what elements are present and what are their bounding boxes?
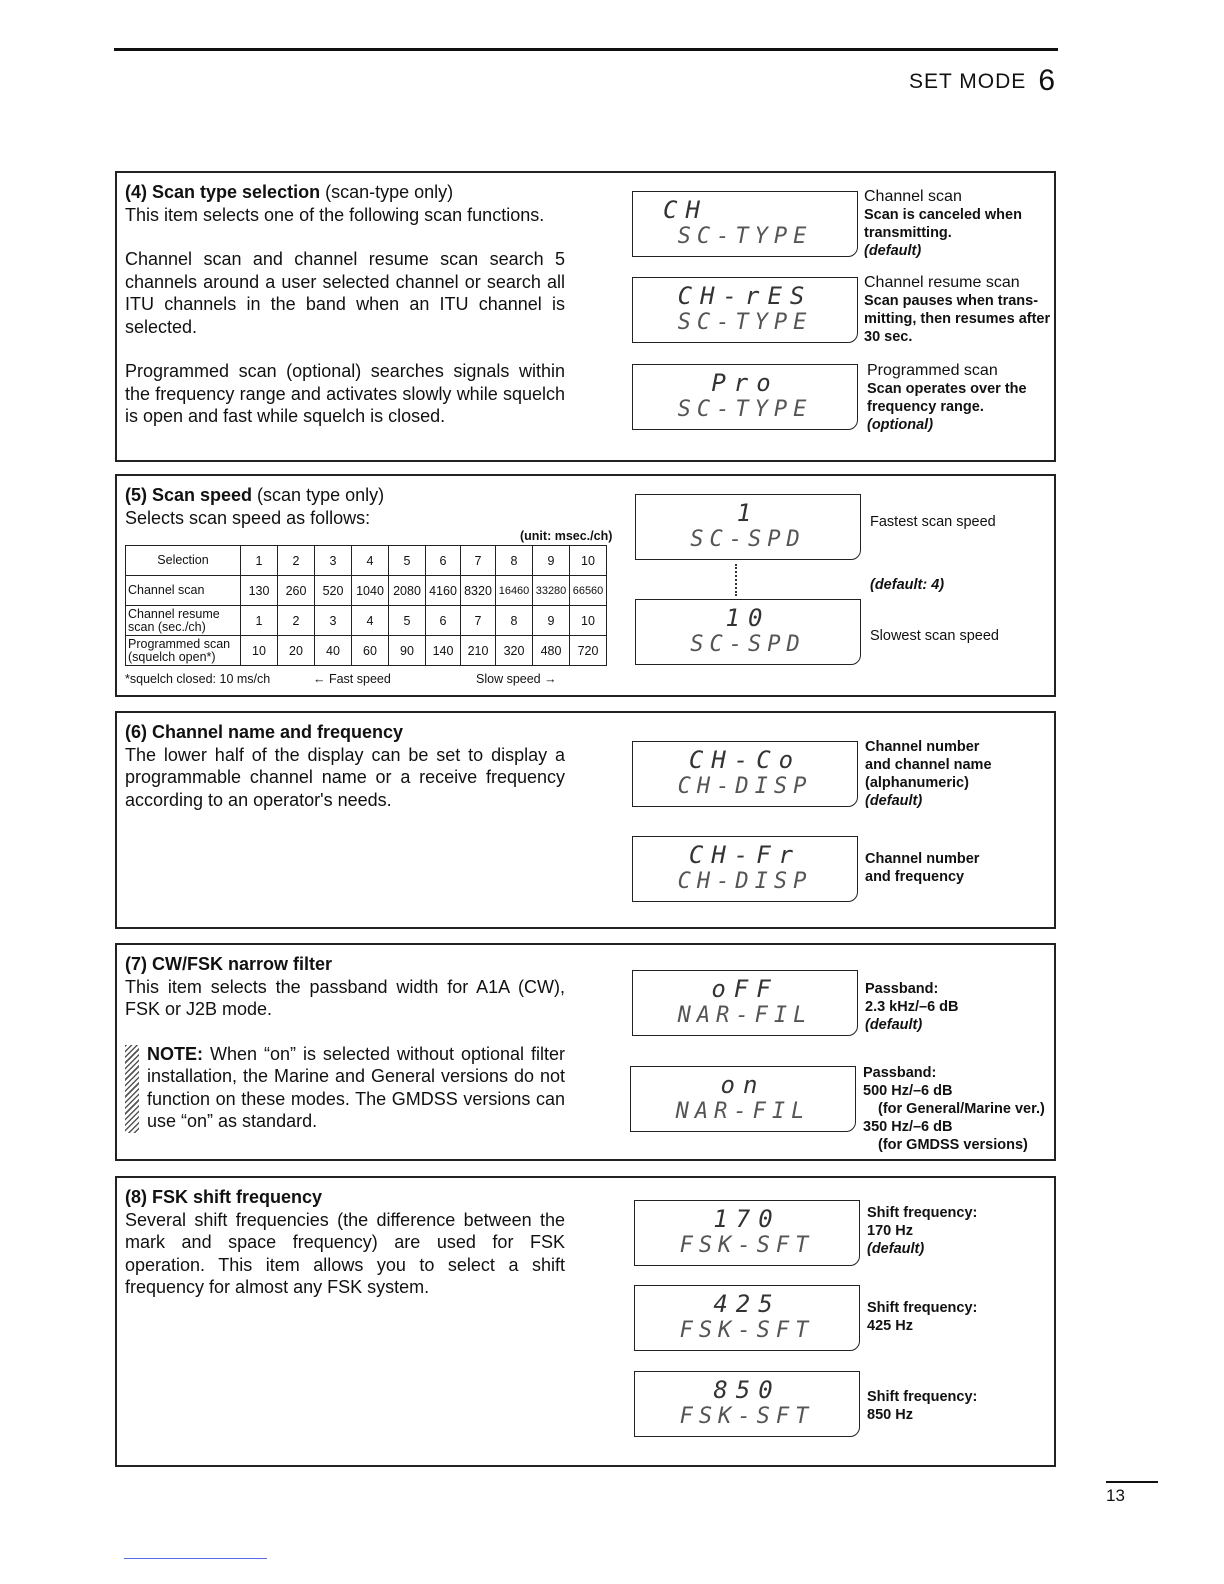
table-row: Channel scan 130 260 520 1040 2080 4160 8320 16460 33280 66560 <box>126 576 607 606</box>
table-row: Channel resume scan (sec./ch) 1 2 3 4 5 6 7 8 9 10 <box>126 606 607 636</box>
lcd-display: 850 FSK-SFT <box>634 1371 860 1437</box>
section-title: (8) FSK shift frequency <box>125 1187 323 1207</box>
paragraph: Selects scan speed as follows: <box>125 507 371 528</box>
lcd-display: 170 FSK-SFT <box>634 1200 860 1266</box>
chapter-number: 6 <box>1038 64 1056 97</box>
lcd-display: oFF NAR-FIL <box>632 970 858 1036</box>
lcd-display: CH SC-TYPE <box>632 191 858 257</box>
section-text <box>125 953 565 1133</box>
section-text <box>125 1186 565 1299</box>
paragraph: Programmed scan (optional) searches signals within the frequency range and activates slowly while squelch is open and fast while squelch is closed. <box>125 361 565 426</box>
scan-speed-table <box>125 545 607 666</box>
display-description: Shift frequency: 850 Hz <box>867 1389 978 1423</box>
section-fsk-shift <box>115 1176 1056 1467</box>
lcd-display: 1 SC-SPD <box>635 494 861 560</box>
section-text <box>125 721 565 811</box>
display-description: Passband: 2.3 kHz/–6 dB (default) <box>865 981 959 1033</box>
section-scan-speed <box>115 474 1056 697</box>
unit-label: (unit: msec./ch) <box>520 529 613 543</box>
lcd-display: CH-Fr CH-DISP <box>632 836 858 902</box>
lcd-display: on NAR-FIL <box>630 1066 856 1132</box>
table-header-row: Selection 1 2 3 4 5 6 7 8 9 10 <box>126 546 607 576</box>
display-description: Channel number and channel name (alphanumeric) (default) <box>865 739 992 809</box>
footer-line <box>124 1558 267 1559</box>
display-description: Shift frequency: 170 Hz (default) <box>867 1205 978 1257</box>
section-title: (7) CW/FSK narrow filter <box>125 954 333 974</box>
section-title: (5) Scan speed (scan type only) <box>125 485 385 505</box>
lcd-display: CH-Co CH-DISP <box>632 741 858 807</box>
display-description: Channel scan Scan is canceled when transmitting. (default) <box>864 188 1022 259</box>
display-description: Channel resume scan Scan pauses when trans- mitting, then resumes after 30 sec. <box>864 274 1051 345</box>
section-title: SET MODE <box>909 70 1027 93</box>
section-narrow-filter <box>115 943 1056 1161</box>
section-text <box>125 484 565 529</box>
table-row: Programmed scan (squelch open*) 10 20 40 60 90 140 210 320 480 720 <box>126 636 607 666</box>
default-note: (default: 4) <box>870 577 945 593</box>
paragraph: Channel scan and channel resume scan search 5 channels around a user selected channel or search all ITU channels in the band when an ITU channel is selected. <box>125 249 565 337</box>
display-description: Passband: 500 Hz/–6 dB (for General/Marine ver.) 350 Hz/–6 dB (for GMDSS versions) <box>863 1065 1045 1153</box>
page-header <box>909 62 1056 96</box>
display-description: Programmed scan Scan operates over the frequency range. (optional) <box>867 362 1027 433</box>
display-description: Channel number and frequency <box>865 851 980 885</box>
note-paragraph: NOTE: When “on” is selected without optional filter installation, the Marine and General versions do not function on these modes. The GMDSS versions can use “on” as standard. <box>147 1043 565 1131</box>
lcd-display: Pro SC-TYPE <box>632 364 858 430</box>
slow-speed-label: Slow speed → <box>476 672 557 686</box>
paragraph: This item selects one of the following scan functions. <box>125 204 545 225</box>
section-text <box>125 181 565 428</box>
display-description: Fastest scan speed <box>870 514 996 530</box>
note-hatch-bar <box>125 1045 139 1133</box>
fast-speed-label: ← Fast speed <box>313 672 391 686</box>
lcd-display: 425 FSK-SFT <box>634 1285 860 1351</box>
section-title: (4) Scan type selection (scan-type only) <box>125 182 454 202</box>
paragraph: This item selects the passband width for A1A (CW), FSK or J2B mode. <box>125 976 565 1019</box>
display-description: Slowest scan speed <box>870 628 999 644</box>
paragraph: Several shift frequencies (the difference between the mark and space frequency) are used for FSK operation. This item allows you to select a shift frequency for almost any FSK system. <box>125 1209 565 1297</box>
section-scan-type <box>115 171 1056 462</box>
display-description: Shift frequency: 425 Hz <box>867 1300 978 1334</box>
page-number-rule <box>1106 1481 1158 1483</box>
page-number: 13 <box>1106 1486 1125 1505</box>
section-channel-name <box>115 711 1056 929</box>
dotted-separator <box>735 564 739 596</box>
paragraph: The lower half of the display can be set to display a programmable channel name or a receive frequency according to an operator's needs. <box>125 744 565 810</box>
section-title: (6) Channel name and frequency <box>125 722 404 742</box>
lcd-display: CH-rES SC-TYPE <box>632 277 858 343</box>
footnote: *squelch closed: 10 ms/ch <box>125 672 271 686</box>
lcd-display: 10 SC-SPD <box>635 599 861 665</box>
top-rule <box>114 48 1058 51</box>
